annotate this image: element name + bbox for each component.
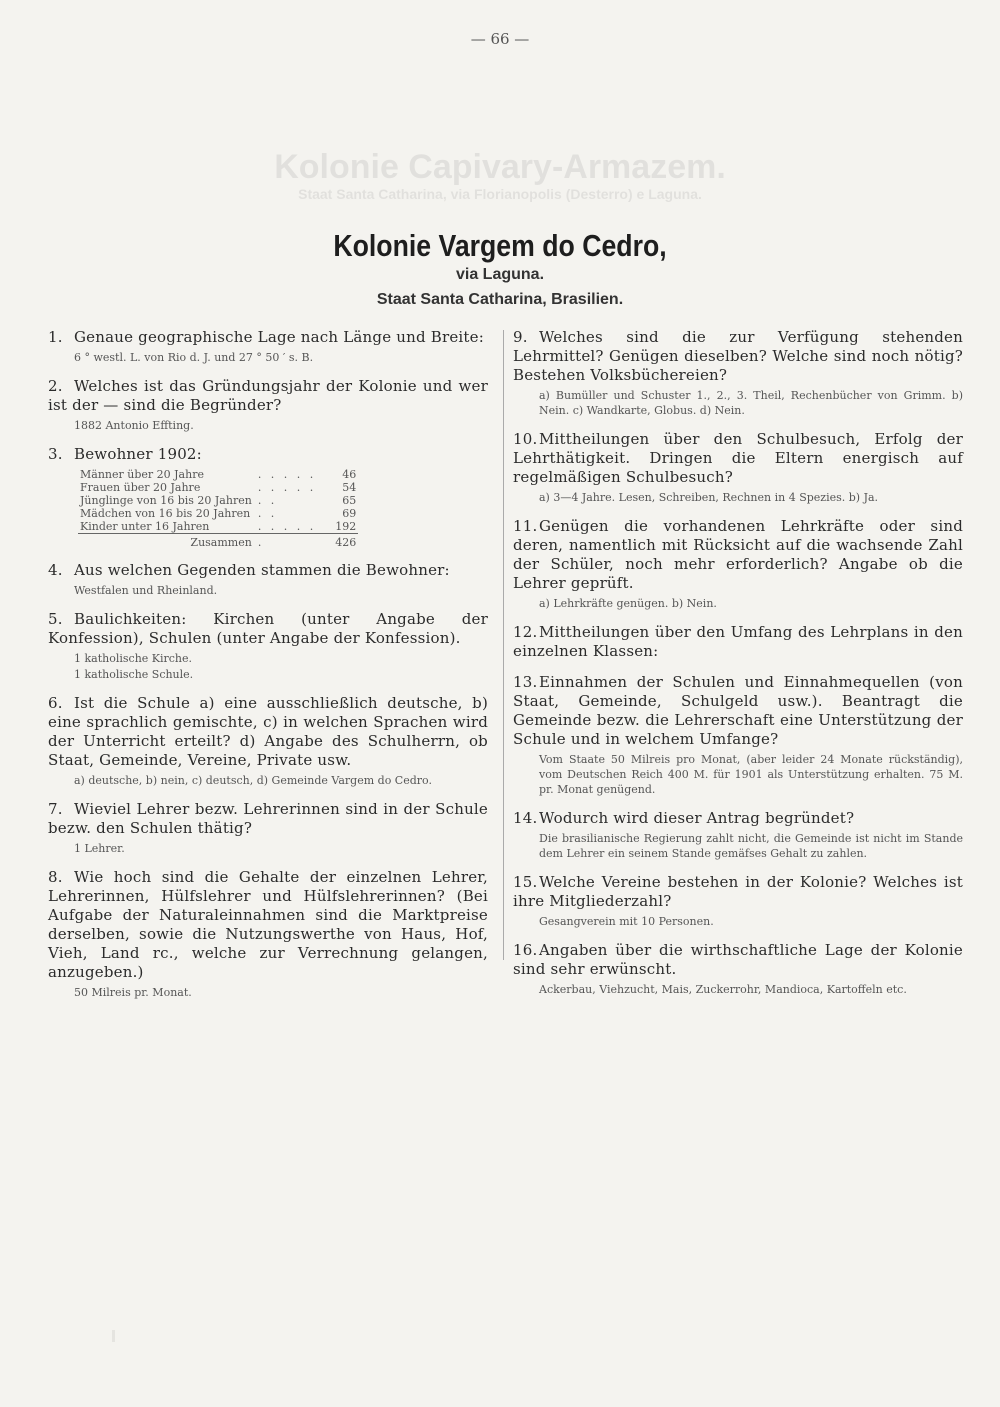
question-number: 6.	[48, 694, 63, 712]
question-text: Welche Vereine bestehen in der Kolonie? Welches ist ihre Mitgliederzahl?	[513, 873, 963, 910]
population-value: 69	[342, 507, 357, 520]
question-13	[513, 673, 963, 797]
total-label: Zusammen	[190, 536, 252, 549]
bleed-through-title: Kolonie Capivary-Armazem.	[274, 148, 726, 186]
page-number: — 66 —	[470, 30, 530, 48]
question-text: Wodurch wird dieser Antrag begründet?	[539, 809, 855, 827]
population-value: 192	[318, 520, 358, 534]
question-10	[513, 430, 963, 505]
question-number: 5.	[48, 610, 63, 628]
question-7	[48, 800, 488, 856]
question-number: 8.	[48, 868, 63, 886]
question-5	[48, 610, 488, 682]
question-15	[513, 873, 963, 929]
right-column	[513, 328, 963, 1009]
answer-text: 1 katholische Kirche.	[74, 652, 193, 665]
population-value: 46	[342, 468, 357, 481]
left-column	[48, 328, 488, 1012]
population-dots: . .	[257, 494, 278, 507]
question-text: Bewohner 1902:	[74, 445, 202, 463]
question-text: Aus welchen Gegenden stammen die Bewohner:	[74, 561, 450, 579]
question-text: Wie hoch sind die Gehalte der einzelnen Lehrer, Lehrerinnen, Hülfslehrer und Hülfslehrerinnen? (Bei Aufgabe der Naturaleinnahmen sind die Marktpreise derselben, sowie die Nutzungswerthe von Haus, Hof, Vieh, Land rc., welche zur Verrechnung gelangen, anzugeben.)	[48, 868, 488, 981]
question-number: 3.	[48, 445, 63, 463]
total-value: 426	[335, 536, 357, 549]
question-text: Einnahmen der Schulen und Einnahmequellen (von Staat, Gemeinde, Schulgeld usw.). Beantragt die Gemeinde bezw. die Lehrerschaft eine Unterstützung der Schule und in welchem Umfange?	[513, 673, 963, 748]
table-row	[78, 520, 358, 534]
bleed-through-mark	[112, 1330, 115, 1342]
question-text: Ist die Schule a) eine ausschließlich deutsche, b) eine sprachlich gemischte, c) in welchen Sprachen wird der Unterricht erteilt? d) Angabe des Schulherrn, ob Staat, Gemeinde, Vereine, Private usw.	[48, 694, 488, 769]
question-text: Wieviel Lehrer bezw. Lehrerinnen sind in der Schule bezw. den Schulen thätig?	[48, 800, 488, 837]
population-label: Jünglinge von 16 bis 20 Jahren	[80, 494, 252, 507]
question-text: Mittheilungen über den Schulbesuch, Erfolg der Lehrthätigkeit. Dringen die Eltern energisch auf regelmäßigen Schulbesuch?	[513, 430, 963, 486]
column-divider	[503, 330, 504, 960]
answer-text: a) Bumüller und Schuster 1., 2., 3. Theil, Rechenbücher von Grimm. b) Nein. c) Wandkarte, Globus. d) Nein.	[539, 389, 963, 417]
answer-text: Die brasilianische Regierung zahlt nicht, die Gemeinde ist nicht im Stande dem Lehrer ein seinem Stande gemäfses Gehalt zu zahlen.	[539, 832, 963, 860]
question-14	[513, 809, 963, 861]
question-text: Genaue geographische Lage nach Länge und Breite:	[74, 328, 484, 346]
question-1	[48, 328, 488, 365]
population-label: Kinder unter 16 Jahren	[78, 520, 254, 534]
table-row	[78, 481, 358, 494]
question-text: Genügen die vorhandenen Lehrkräfte oder sind deren, namentlich mit Rücksicht auf die wachsende Zahl der Schüler, noch mehr erforderlich? Angabe ob die Lehrer geprüft.	[513, 517, 963, 592]
total-dots: .	[257, 536, 265, 549]
question-4	[48, 561, 488, 598]
bleed-through-subtitle: Staat Santa Catharina, via Florianopolis (Desterro) e Laguna.	[298, 186, 702, 202]
total-row	[78, 534, 358, 550]
question-11	[513, 517, 963, 611]
population-label: Männer über 20 Jahre	[80, 468, 204, 481]
population-dots: . . . . .	[254, 520, 318, 534]
question-number: 16.	[513, 941, 538, 959]
question-number: 14.	[513, 809, 538, 827]
question-text: Welches sind die zur Verfügung stehenden Lehrmittel? Genügen dieselben? Welche sind noch nötig? Bestehen Volksbüchereien?	[513, 328, 963, 384]
population-value: 65	[342, 494, 357, 507]
question-16	[513, 941, 963, 997]
question-12	[513, 623, 963, 661]
answer-text: 1 katholische Schule.	[74, 668, 194, 681]
answer-text: Gesangverein mit 10 Personen.	[539, 915, 714, 928]
table-row	[78, 468, 358, 481]
question-3	[48, 445, 488, 549]
question-9	[513, 328, 963, 418]
question-number: 9.	[513, 328, 528, 346]
population-value: 54	[342, 481, 357, 494]
population-label: Mädchen von 16 bis 20 Jahren	[80, 507, 251, 520]
question-number: 7.	[48, 800, 63, 818]
question-8	[48, 868, 488, 1000]
question-number: 4.	[48, 561, 63, 579]
answer-text: a) deutsche, b) nein, c) deutsch, d) Gemeinde Vargem do Cedro.	[74, 774, 432, 787]
question-text: Baulichkeiten: Kirchen (unter Angabe der Konfession), Schulen (unter Angabe der Konfession).	[48, 610, 488, 647]
question-number: 10.	[513, 430, 538, 448]
population-dots: . . . . .	[257, 468, 317, 481]
question-number: 13.	[513, 673, 538, 691]
colony-route: via Laguna.	[455, 266, 545, 283]
question-number: 11.	[513, 517, 538, 535]
answer-text: 50 Milreis pr. Monat.	[74, 986, 192, 999]
answer-text: a) 3—4 Jahre. Lesen, Schreiben, Rechnen in 4 Spezies. b) Ja.	[539, 491, 879, 504]
question-2	[48, 377, 488, 433]
table-row	[78, 507, 358, 520]
answer-text: 1 Lehrer.	[74, 842, 125, 855]
colony-state: Staat Santa Catharina, Brasilien.	[376, 291, 624, 308]
question-number: 15.	[513, 873, 538, 891]
answer-text: a) Lehrkräfte genügen. b) Nein.	[539, 597, 717, 610]
question-text: Welches ist das Gründungsjahr der Kolonie und wer ist der — sind die Begründer?	[48, 377, 488, 414]
question-text: Angaben über die wirthschaftliche Lage der Kolonie sind sehr erwünscht.	[513, 941, 963, 978]
table-row	[78, 494, 358, 507]
question-text: Mittheilungen über den Umfang des Lehrplans in den einzelnen Klassen:	[513, 623, 963, 660]
population-dots: . .	[257, 507, 278, 520]
answer-text: Westfalen und Rheinland.	[74, 584, 218, 597]
answer-text: Ackerbau, Viehzucht, Mais, Zuckerrohr, Mandioca, Kartoffeln etc.	[539, 983, 907, 996]
answer-text: Vom Staate 50 Milreis pro Monat, (aber leider 24 Monate rückständig), vom Deutschen Reich 400 M. für 1901 als Unterstützung erhalten. 75 M. pr. Monat genügend.	[539, 753, 963, 796]
answer-text: 1882 Antonio Effting.	[74, 419, 194, 432]
population-label: Frauen über 20 Jahre	[80, 481, 201, 494]
question-number: 1.	[48, 328, 63, 346]
question-number: 2.	[48, 377, 63, 395]
colony-title: Kolonie Vargem do Cedro,	[333, 228, 667, 263]
question-6	[48, 694, 488, 788]
answer-text: 6 ° westl. L. von Rio d. J. und 27 ° 50 ′ s. B.	[74, 351, 314, 364]
question-number: 12.	[513, 623, 538, 641]
population-table	[78, 468, 358, 549]
population-dots: . . . . .	[257, 481, 317, 494]
